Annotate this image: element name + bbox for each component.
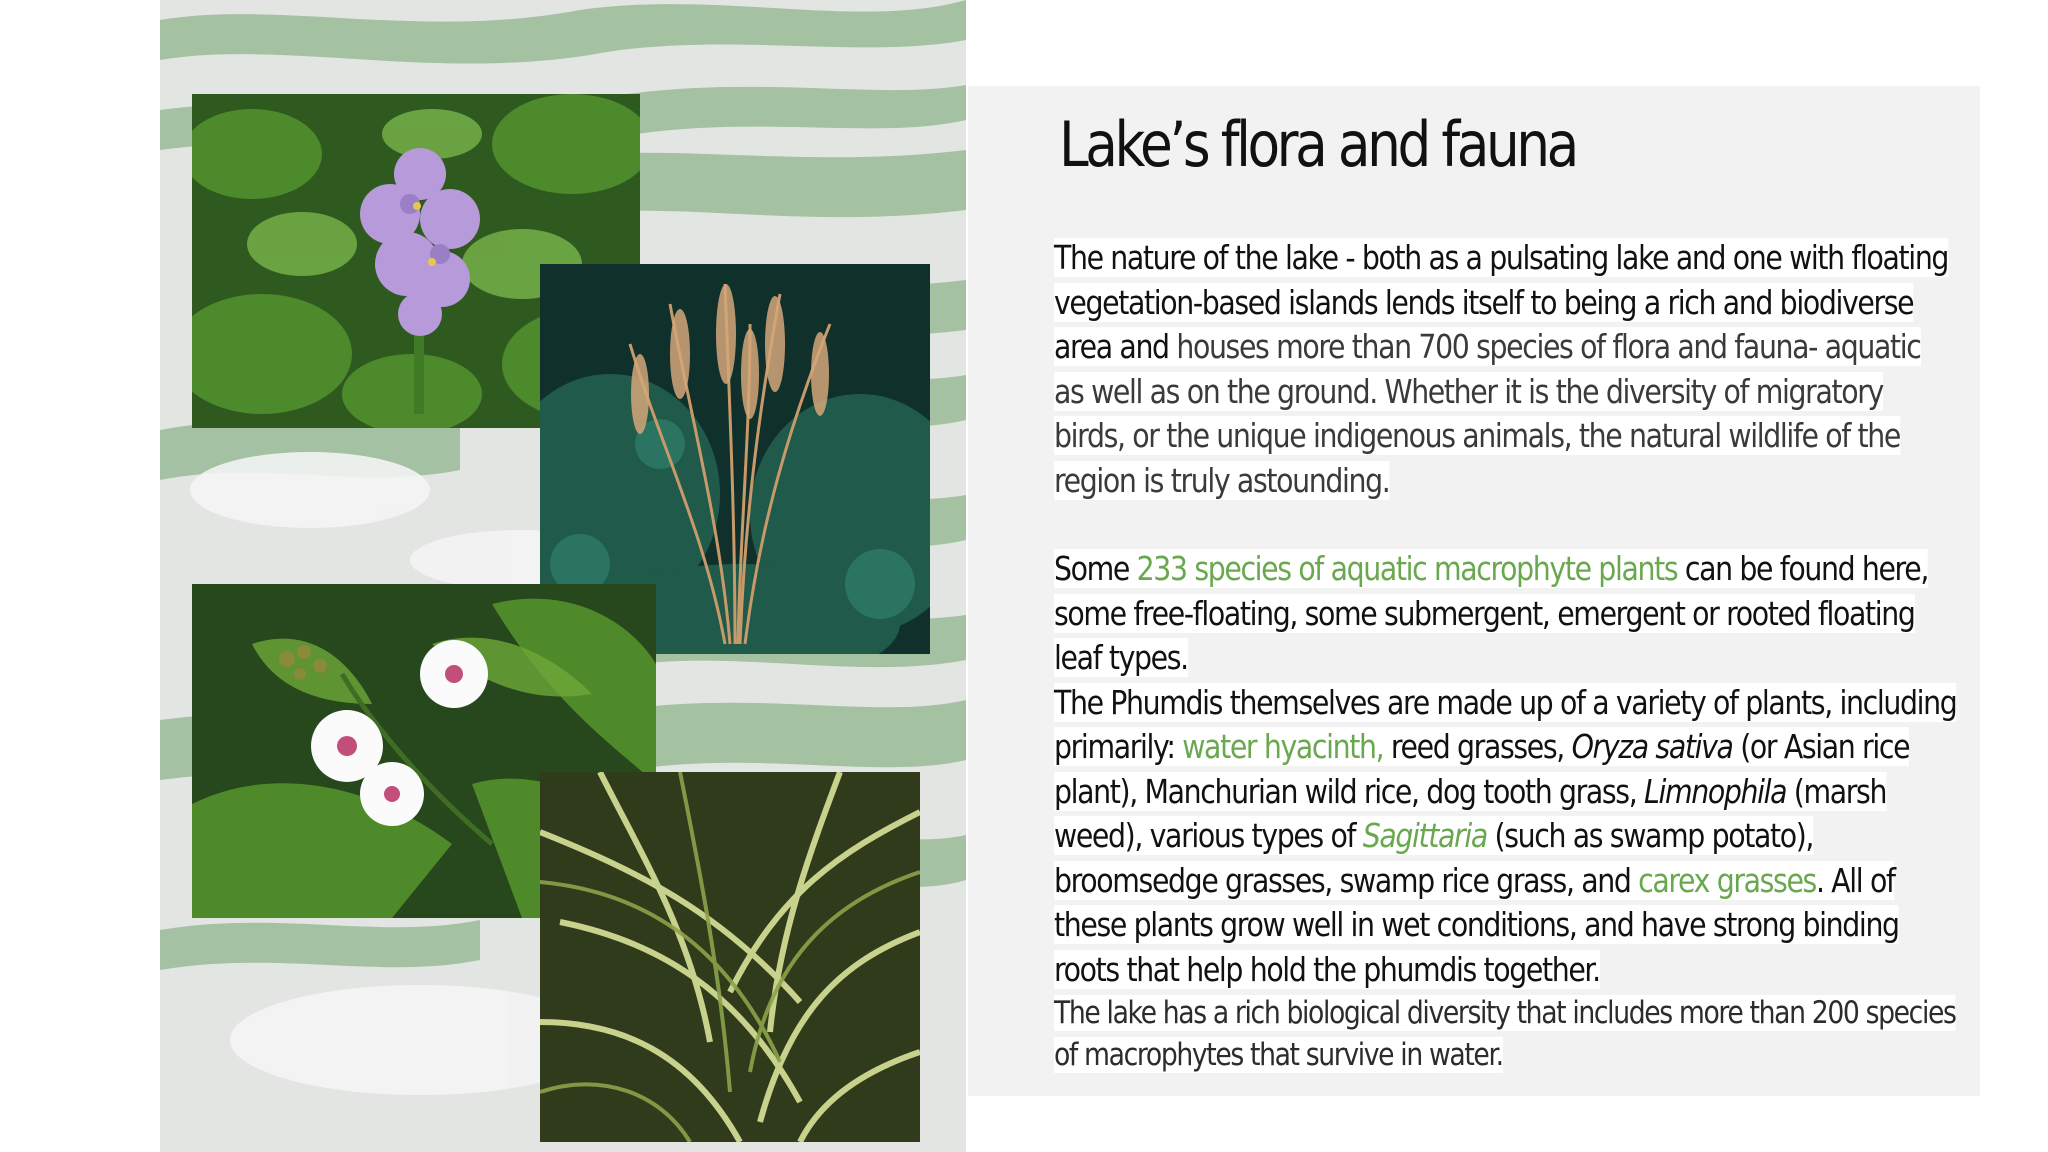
paragraph-gap (1054, 503, 1957, 547)
macrophytes-highlight: 233 species of aquatic macrophyte plants (1136, 549, 1678, 588)
phumdis-text-4: (marsh weed), various types of (1054, 771, 1887, 855)
phumdis-text-2: reed grasses, (1383, 727, 1572, 766)
paragraph-phumdis (1054, 681, 1957, 993)
carex-grass-photo (540, 772, 920, 1142)
water-hyacinth-term: water hyacinth, (1182, 727, 1384, 766)
intro-text-part1: The nature of the lake - both as a pulsating lake and one with floating vegetation-based islands lends itself to being a rich and biodiverse area and (1054, 238, 1949, 366)
sagittaria-term: Sagittaria (1362, 816, 1487, 855)
paragraph-diversity (1054, 992, 1957, 1076)
phumdis-text-1: The Phumdis themselves are made up of a variety of plants, including primarily: (1054, 682, 1957, 766)
body-text (1054, 236, 1957, 1076)
phumdis-text-6: . All of these plants grow well in wet conditions, and have strong binding roots that help hold the phumdis together. (1054, 860, 1899, 989)
diversity-text: The lake has a rich biological diversity that includes more than 200 species of macrophytes that survive in water. (1054, 995, 1956, 1073)
paragraph-macrophytes (1054, 547, 1957, 681)
phumdis-text-5: (such as swamp potato), broomsedge grasses, swamp rice grass, and (1054, 816, 1814, 900)
slide-title: Lake’s flora and fauna (1059, 108, 1576, 181)
macrophytes-rest: can be found here, some free-floating, some submergent, emergent or rooted floating leaf types. (1054, 549, 1928, 677)
intro-text-part2: houses more than 700 species of flora and fauna- aquatic as well as on the ground. Whether it is the diversity of migratory birds, or the unique indigenous animals, the natural wildlife of the region is truly astounding. (1054, 327, 1921, 500)
oryza-term: Oryza sativa (1571, 727, 1733, 766)
limnophila-term: Limnophila (1644, 771, 1787, 811)
content-panel (968, 86, 1980, 1096)
carex-term: carex grasses (1638, 860, 1816, 900)
paragraph-intro (1054, 236, 1957, 503)
phumdis-text-3: (or Asian rice plant), Manchurian wild rice, dog tooth grass, (1054, 727, 1910, 811)
macrophytes-lead: Some (1054, 549, 1137, 588)
